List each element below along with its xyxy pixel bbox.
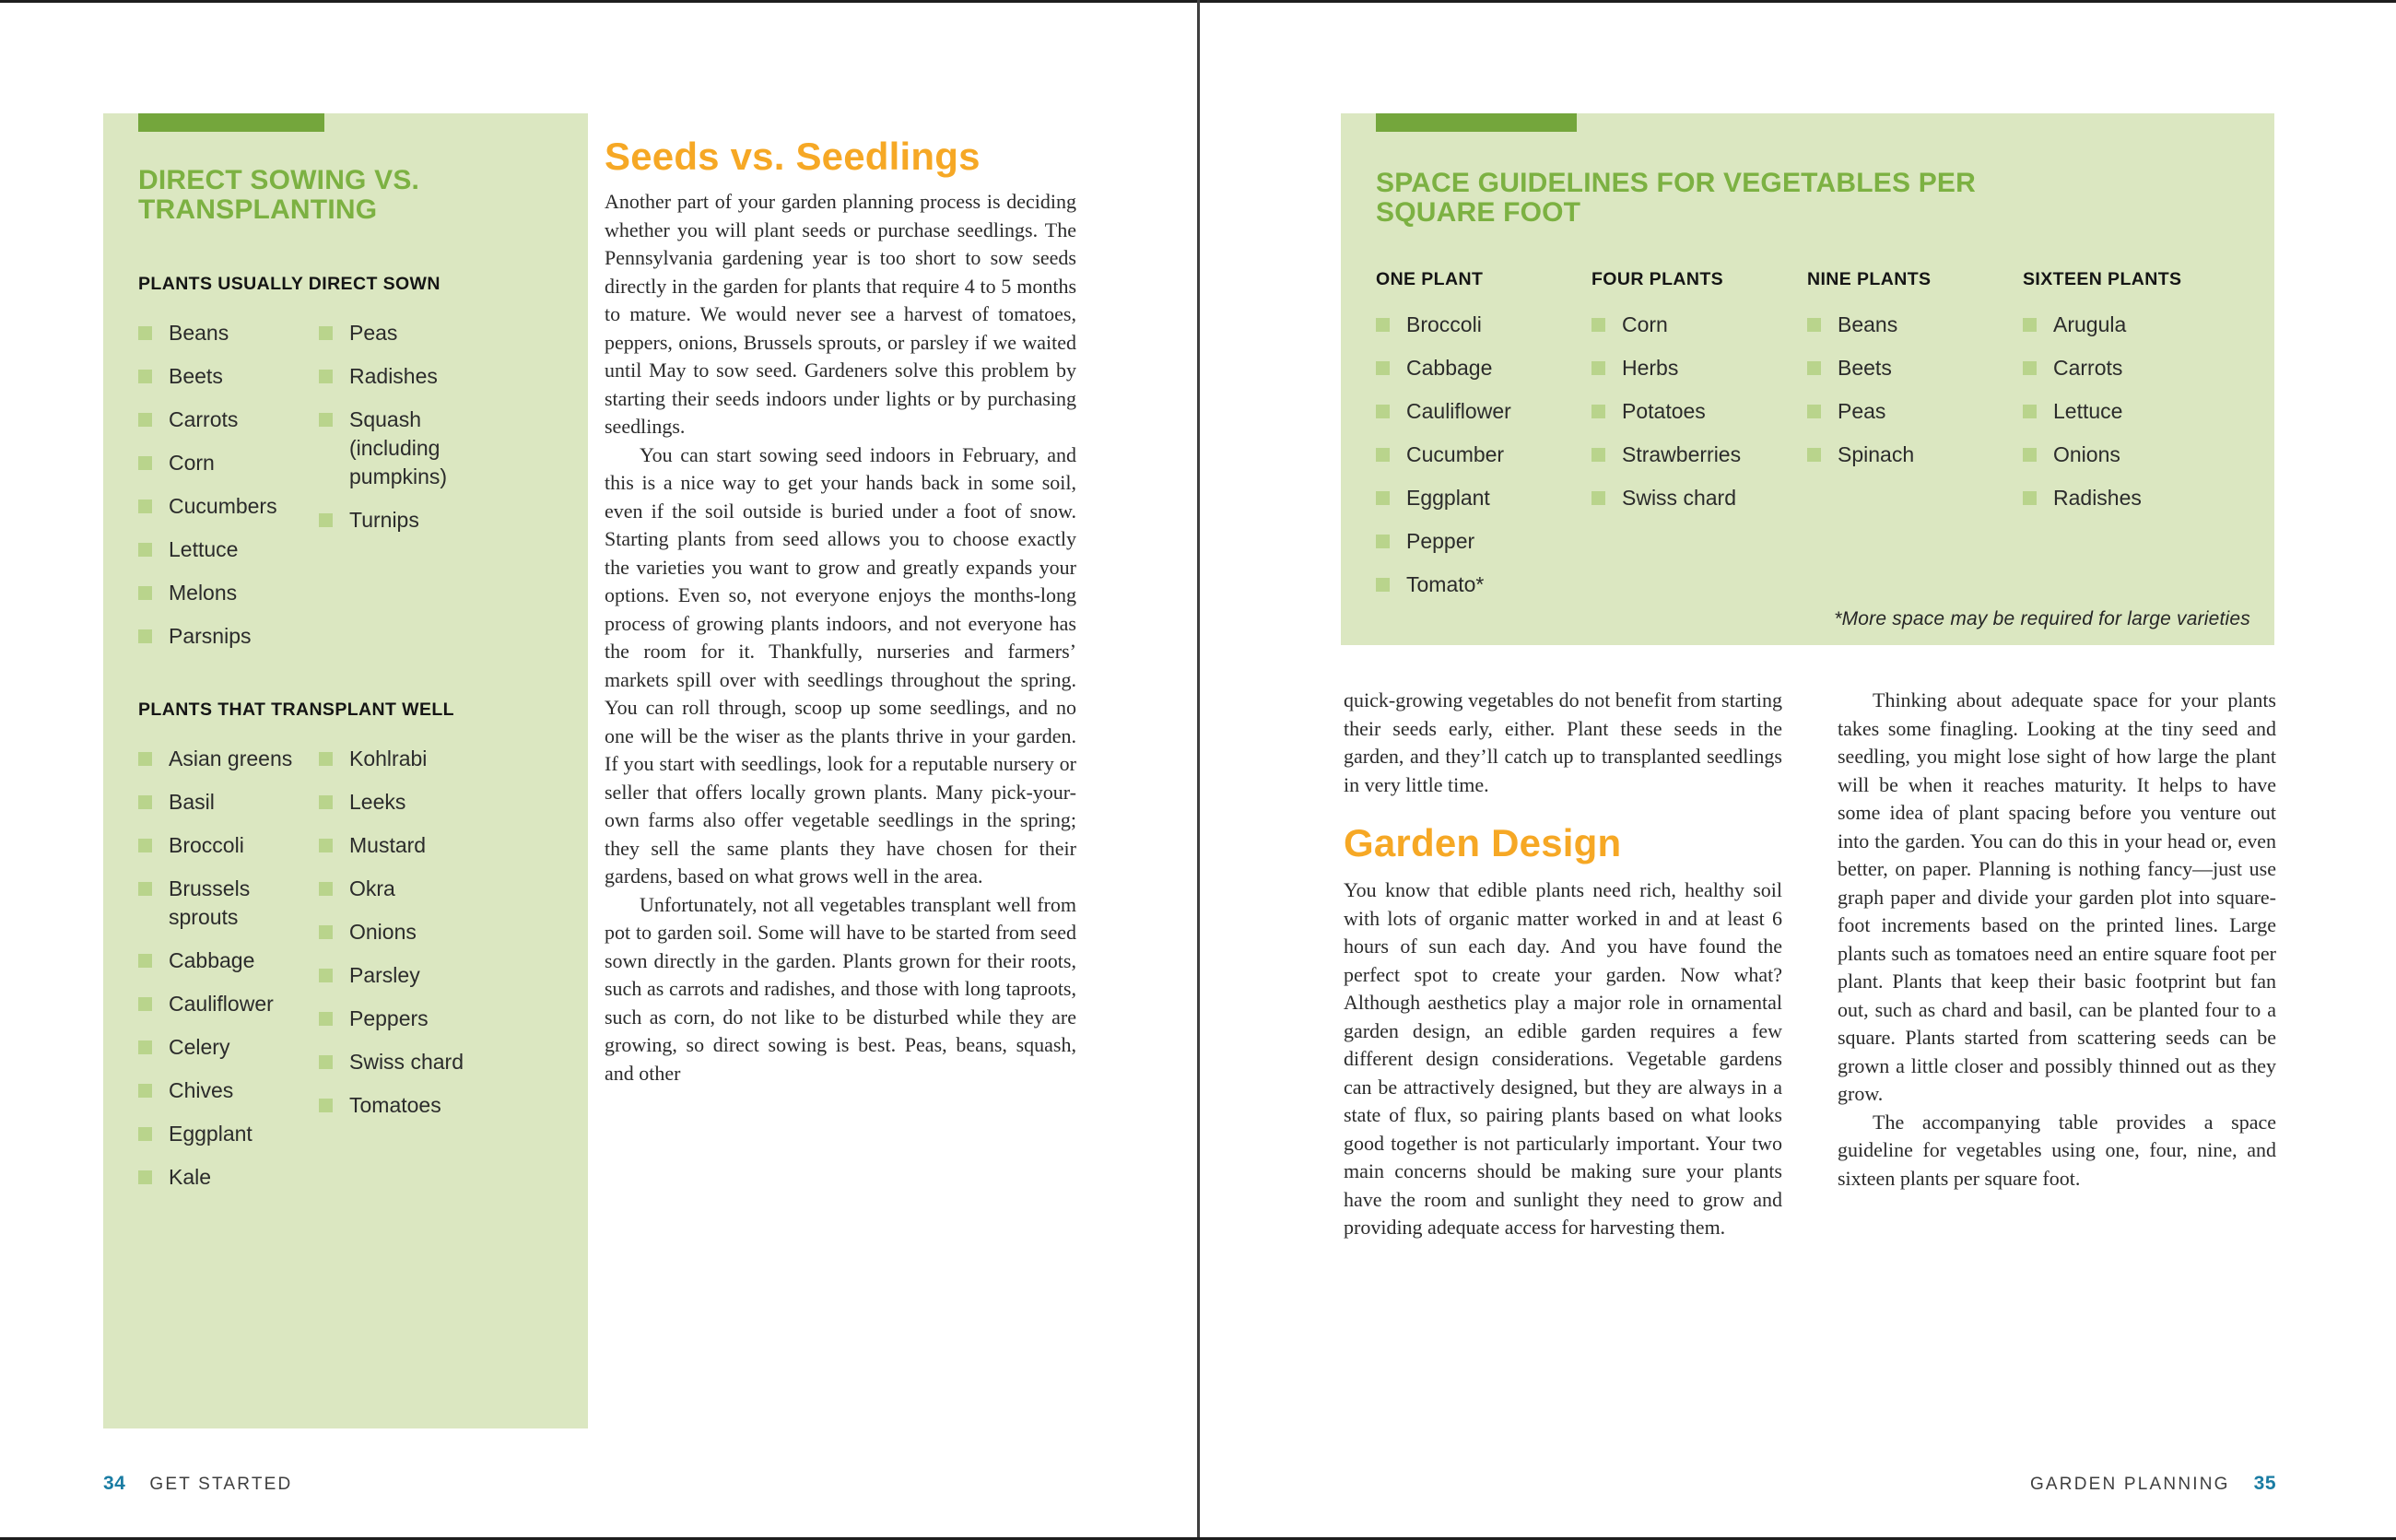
sixteen-plants-column: [2023, 268, 2238, 614]
list-item-label: Herbs: [1622, 356, 1679, 380]
list-item-label: Brussels sprouts: [169, 876, 251, 929]
list-item: [138, 946, 319, 975]
list-column: [319, 745, 553, 1206]
list-item-label: Lettuce: [2053, 399, 2123, 423]
bullet-square-icon: [138, 882, 152, 896]
list-item-label: Squash (including pumpkins): [349, 407, 448, 488]
list-item-label: Beans: [1838, 312, 1898, 336]
column-heading: FOUR PLANTS: [1591, 269, 1724, 289]
list-item-label: Swiss chard: [349, 1050, 464, 1074]
list-item: [138, 449, 319, 477]
list-item: [138, 579, 319, 607]
page-number: 34: [103, 1473, 126, 1494]
bullet-square-icon: [1591, 405, 1605, 418]
list-item-label: Broccoli: [1406, 312, 1482, 336]
list-item-label: Beets: [1838, 356, 1892, 380]
bullet-square-icon: [1376, 448, 1390, 462]
body-paragraph: The accompanying table provides a space guideline for vegetables using one, four, nine, and sixteen plants per square foot.: [1838, 1110, 2276, 1190]
running-section-title: GET STARTED: [149, 1475, 293, 1494]
bullet-square-icon: [138, 586, 152, 600]
list-item-label: Okra: [349, 876, 395, 900]
column-heading: ONE PLANT: [1376, 269, 1484, 289]
left-page-footer: [103, 1473, 292, 1495]
space-box-title: SPACE GUIDELINES FOR VEGETABLES PER SQUARE FOOT: [1376, 168, 1976, 228]
list-item-label: Parsley: [349, 963, 420, 987]
list-item: [138, 1076, 319, 1105]
list-item: [319, 918, 553, 946]
list-item: [1591, 441, 1807, 469]
list-item-label: Melons: [169, 581, 238, 605]
list-item: [138, 362, 319, 391]
list-item: [319, 745, 553, 773]
body-paragraph: You know that edible plants need rich, healthy soil with lots of organic matter worked in and at least 6 hours of sun each day. And you have found the perfect spot to create your garden. Now what? Although aesthetics play a major role in ornamental garden design, an edible garden requires a few different design considerations. Vegetable gardens can be attractively designed, but they are always in a state of flux, so pairing plants based on what looks good together is not particularly important. Your two main concerns should be making sure your plants have the room and sunlight they need to grow and providing adequate access for harvesting them.: [1344, 878, 1782, 1239]
list-item-label: Turnips: [349, 508, 419, 532]
bullet-square-icon: [138, 413, 152, 427]
garden-design-heading: Garden Design: [1344, 821, 1622, 864]
bullet-square-icon: [1376, 535, 1390, 548]
list-item-label: Celery: [169, 1035, 230, 1059]
bullet-square-icon: [2023, 491, 2037, 505]
bullet-square-icon: [1376, 491, 1390, 505]
list-item: [138, 535, 319, 564]
bullet-square-icon: [1376, 318, 1390, 332]
list-item-label: Onions: [349, 920, 417, 944]
list-item: [1376, 441, 1591, 469]
list-item-label: Corn: [169, 451, 215, 475]
list-item-label: Carrots: [2053, 356, 2123, 380]
body-column-right: [1838, 687, 2276, 1242]
body-column-left: [1344, 687, 1782, 1242]
bullet-square-icon: [1376, 578, 1390, 592]
bullet-square-icon: [1591, 318, 1605, 332]
bullet-square-icon: [138, 1170, 152, 1184]
one-plant-column: [1376, 268, 1591, 614]
list-item-label: Mustard: [349, 833, 427, 857]
bullet-square-icon: [319, 370, 333, 383]
list-item-label: Cucumber: [1406, 442, 1505, 466]
bullet-square-icon: [319, 1012, 333, 1026]
list-item: [1807, 311, 2023, 339]
list-item: [2023, 484, 2238, 512]
list-item: [1376, 311, 1591, 339]
nine-plants-column: [1807, 268, 2023, 614]
list-item: [1807, 397, 2023, 426]
bullet-square-icon: [319, 882, 333, 896]
right-page-body: [1344, 687, 2276, 1242]
four-plants-column: [1591, 268, 1807, 614]
bullet-square-icon: [138, 795, 152, 809]
seeds-vs-seedlings-article: [605, 136, 1076, 1087]
bullet-square-icon: [319, 413, 333, 427]
list-item: [319, 1091, 553, 1120]
bullet-square-icon: [319, 795, 333, 809]
list-item-label: Cabbage: [1406, 356, 1493, 380]
article-heading: Seeds vs. Seedlings: [605, 135, 981, 178]
list-item-label: Arugula: [2053, 312, 2127, 336]
space-guidelines-box: [1341, 113, 2274, 645]
list-item-label: Potatoes: [1622, 399, 1706, 423]
list-item-label: Peas: [1838, 399, 1886, 423]
space-box-footnote: *More space may be required for large varieties: [1834, 608, 2250, 629]
list-item: [319, 961, 553, 990]
list-item-label: Kale: [169, 1165, 212, 1189]
list-column: [138, 319, 319, 665]
list-item: [319, 831, 553, 860]
body-paragraph: Thinking about adequate space for your plants takes some finagling. Looking at the tiny seed and seedling, you might lose sight of how large the plant will be when it reaches maturity. It helps to have some idea of plant spacing before you venture out into the garden. You can do this in your head or, even better, on paper. Planning is nothing fancy—just use graph paper and divide your garden plot into square-foot increments based on the printed lines. Large plants such as tomatoes need an entire square foot per plant. Plants that keep their basic footprint but fan out, such as chard and basil, can be planted four to a square. Plants started from scattering seeds can be grown a little closer and possibly thinned out as they grow.: [1838, 688, 2276, 1105]
bullet-square-icon: [2023, 318, 2037, 332]
list-item-label: Radishes: [2053, 486, 2142, 510]
sidebar-box-title: DIRECT SOWING VS. TRANSPLANTING: [138, 165, 420, 225]
bullet-square-icon: [2023, 405, 2037, 418]
list-column: [138, 745, 319, 1206]
list-item: [319, 506, 553, 535]
bullet-square-icon: [319, 839, 333, 852]
list-item-label: Tomatoes: [349, 1093, 441, 1117]
list-item: [319, 362, 553, 391]
continuation-paragraph: quick-growing vegetables do not benefit from starting their seeds early, either. Plant these seeds in the garden, and they’ll catch up to transplanted seedlings in very little time.: [1344, 688, 1782, 796]
list-item-label: Beets: [169, 364, 223, 388]
bullet-square-icon: [319, 513, 333, 527]
bullet-square-icon: [319, 1055, 333, 1069]
article-paragraph: Another part of your garden planning process is deciding whether you will plant seeds or purchase seedlings. The Pennsylvania gardening year is too short to sow seeds directly in the garden for plants that require 4 to 5 months to mature. We would never see a harvest of tomatoes, peppers, onions, Brussels sprouts, or parsley if we waited until May to sow seed. Gardeners solve this problem by starting their seeds indoors under lights or by purchasing seedlings.: [605, 190, 1076, 438]
bullet-square-icon: [1807, 361, 1821, 375]
list-item-label: Swiss chard: [1622, 486, 1736, 510]
right-page-footer: [2030, 1473, 2276, 1495]
list-item-label: Cabbage: [169, 948, 255, 972]
list-item: [138, 406, 319, 434]
page-number: 35: [2253, 1473, 2276, 1494]
direct-sowing-box: [103, 113, 588, 1428]
transplant-well-list: [138, 745, 553, 1206]
column-heading: SIXTEEN PLANTS: [2023, 269, 2182, 289]
list-item-label: Peppers: [349, 1006, 429, 1030]
bullet-square-icon: [138, 500, 152, 513]
space-guideline-columns: [1376, 268, 2239, 614]
list-item: [2023, 441, 2238, 469]
list-item-label: Broccoli: [169, 833, 244, 857]
list-item: [319, 1048, 553, 1076]
list-item: [138, 1033, 319, 1062]
list-item: [1591, 484, 1807, 512]
list-item: [319, 1005, 553, 1033]
list-item: [1376, 397, 1591, 426]
list-item: [1591, 397, 1807, 426]
green-tab-accent: [138, 113, 324, 132]
transplant-well-heading: PLANTS THAT TRANSPLANT WELL: [138, 699, 454, 720]
page-divider: [1197, 0, 1200, 1540]
bullet-square-icon: [1807, 448, 1821, 462]
bullet-square-icon: [319, 969, 333, 982]
direct-sown-list: [138, 319, 553, 665]
bullet-square-icon: [1807, 405, 1821, 418]
list-item-label: Chives: [169, 1078, 234, 1102]
list-item: [319, 875, 553, 903]
list-item: [138, 788, 319, 817]
bullet-square-icon: [138, 1127, 152, 1141]
list-item: [138, 990, 319, 1018]
list-item: [2023, 397, 2238, 426]
list-item: [138, 622, 319, 651]
list-item: [1376, 527, 1591, 556]
list-item-label: Basil: [169, 790, 215, 814]
list-item-label: Leeks: [349, 790, 406, 814]
bullet-square-icon: [138, 752, 152, 766]
article-paragraph: Unfortunately, not all vegetables transplant well from pot to garden soil. Some will have to be started from seed sown directly in the garden. Plants grown for their roots, such as carrots and radishes, and those with long taproots, such as corn, do not like to be disturbed while they are growing, so direct sowing is best. Peas, beans, squash, and other: [605, 892, 1076, 1085]
bullet-square-icon: [319, 326, 333, 340]
column-heading: NINE PLANTS: [1807, 269, 1932, 289]
bullet-square-icon: [138, 1040, 152, 1054]
bullet-square-icon: [2023, 361, 2037, 375]
list-item: [138, 745, 319, 773]
list-item-label: Parsnips: [169, 624, 252, 648]
bullet-square-icon: [1376, 361, 1390, 375]
list-item: [138, 319, 319, 347]
list-item-label: Asian greens: [169, 746, 293, 770]
list-item: [1376, 484, 1591, 512]
bullet-square-icon: [138, 1084, 152, 1098]
list-item: [1807, 354, 2023, 382]
list-item-label: Corn: [1622, 312, 1668, 336]
list-item: [1376, 570, 1591, 599]
list-item: [138, 875, 319, 932]
list-item-label: Kohlrabi: [349, 746, 428, 770]
list-item-label: Cucumbers: [169, 494, 277, 518]
bullet-square-icon: [1807, 318, 1821, 332]
list-item-label: Strawberries: [1622, 442, 1742, 466]
list-item: [1591, 354, 1807, 382]
list-column: [1807, 311, 2023, 469]
list-item: [319, 788, 553, 817]
bullet-square-icon: [1376, 405, 1390, 418]
bullet-square-icon: [1591, 448, 1605, 462]
list-item: [138, 1120, 319, 1148]
list-column: [1591, 311, 1807, 512]
bullet-square-icon: [138, 370, 152, 383]
list-item-label: Tomato*: [1406, 572, 1485, 596]
bullet-square-icon: [138, 543, 152, 557]
list-item: [319, 406, 553, 491]
list-column: [2023, 311, 2238, 512]
list-item-label: Eggplant: [169, 1122, 253, 1146]
list-item: [138, 1163, 319, 1192]
direct-sown-heading: PLANTS USUALLY DIRECT SOWN: [138, 274, 440, 294]
list-column: [1376, 311, 1591, 599]
list-item-label: Eggplant: [1406, 486, 1490, 510]
list-column: [319, 319, 553, 665]
list-item: [138, 492, 319, 521]
list-item: [1376, 354, 1591, 382]
bullet-square-icon: [138, 629, 152, 643]
list-item-label: Radishes: [349, 364, 438, 388]
bullet-square-icon: [319, 752, 333, 766]
list-item-label: Spinach: [1838, 442, 1915, 466]
list-item-label: Lettuce: [169, 537, 239, 561]
list-item-label: Beans: [169, 321, 229, 345]
bullet-square-icon: [138, 839, 152, 852]
running-section-title: GARDEN PLANNING: [2029, 1475, 2230, 1494]
list-item-label: Peas: [349, 321, 398, 345]
bullet-square-icon: [319, 925, 333, 939]
bullet-square-icon: [138, 954, 152, 968]
list-item-label: Pepper: [1406, 529, 1475, 553]
bullet-square-icon: [1591, 491, 1605, 505]
list-item: [2023, 311, 2238, 339]
bullet-square-icon: [138, 456, 152, 470]
list-item: [1807, 441, 2023, 469]
bullet-square-icon: [138, 997, 152, 1011]
list-item-label: Onions: [2053, 442, 2120, 466]
bullet-square-icon: [319, 1099, 333, 1112]
bullet-square-icon: [138, 326, 152, 340]
list-item: [319, 319, 553, 347]
list-item-label: Cauliflower: [1406, 399, 1511, 423]
bullet-square-icon: [1591, 361, 1605, 375]
list-item-label: Carrots: [169, 407, 239, 431]
list-item-label: Cauliflower: [169, 992, 274, 1016]
list-item: [1591, 311, 1807, 339]
bullet-square-icon: [2023, 448, 2037, 462]
list-item: [138, 831, 319, 860]
green-tab-accent: [1376, 113, 1577, 132]
list-item: [2023, 354, 2238, 382]
article-paragraph: You can start sowing seed indoors in February, and this is a nice way to get your hands back in some soil, even if the soil outside is buried under a foot of snow. Starting plants from seed allows you to choose exactly the varieties you want to grow and greatly expands your options. Even so, not everyone enjoys the months-long process of growing plants indoors, and not everyone has the room for it. Thankfully, nurseries and farmers’ markets spill over with seedlings throughout the spring. You can roll through, scoop up some seedlings, and no one will be the wiser as the plants thrive in your garden. If you start with seedlings, look for a reputable nursery or seller that offers locally grown plants. Many pick-your-own farms also offer vegetable seedlings in the spring; they sell the same plants they have chosen for their gardens, based on what grows well in the area.: [605, 442, 1076, 888]
